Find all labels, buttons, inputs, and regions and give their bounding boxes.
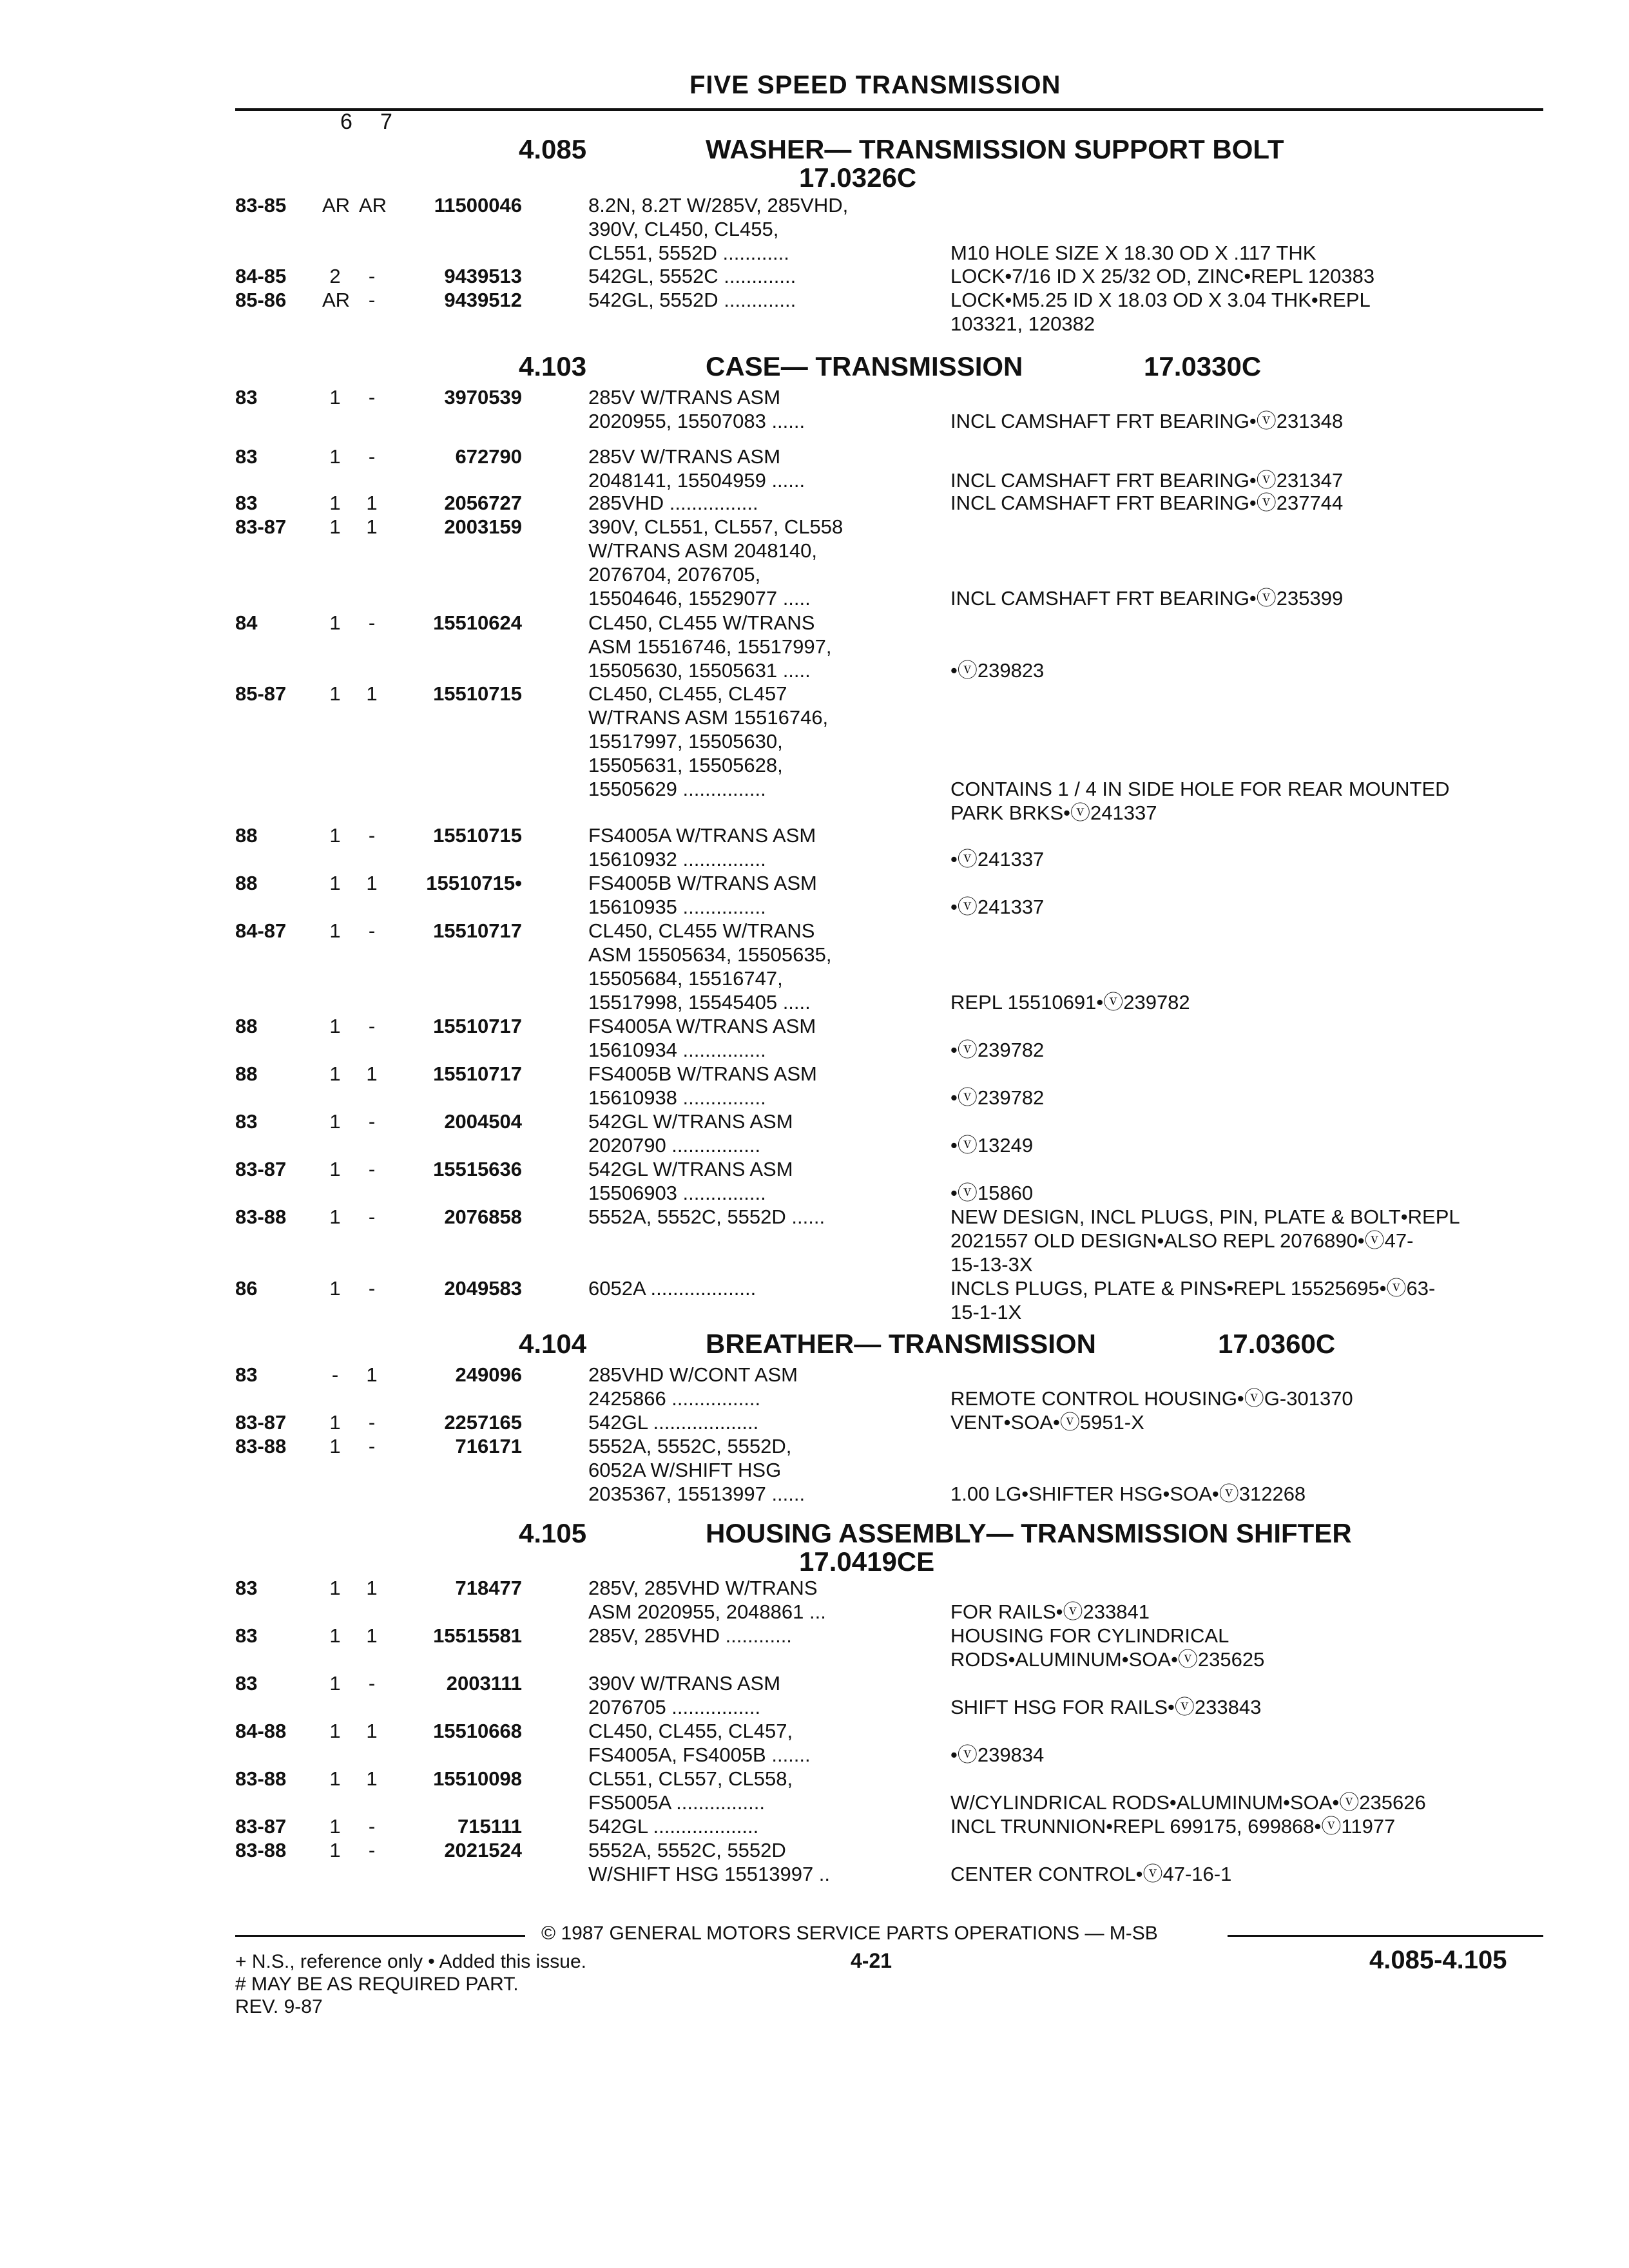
description-line: 15505684, 15516747,: [588, 967, 783, 990]
description-line: W/TRANS ASM 2048140,: [588, 539, 817, 562]
year-range: 83: [235, 492, 258, 514]
year-range: 84-87: [235, 919, 287, 942]
year-range: 83-87: [235, 515, 287, 538]
description-line: 15504646, 15529077 .....: [588, 587, 811, 610]
description-line: 6052A W/SHIFT HSG: [588, 1459, 782, 1481]
part-notes: [950, 1576, 1543, 1624]
year-range: 83-87: [235, 1815, 287, 1838]
description-line: CL450, CL455 W/TRANS: [588, 611, 815, 634]
year-range: 83: [235, 1672, 258, 1695]
part-notes: [950, 515, 1543, 610]
qty-col-7: -: [368, 1815, 376, 1838]
part-number: 15510624: [433, 611, 522, 634]
description-line: 2035367, 15513997 ......: [588, 1483, 805, 1505]
description-line: 15506903 ...............: [588, 1182, 766, 1204]
description-line: FS4005B W/TRANS ASM: [588, 872, 817, 894]
note-line: 103321, 120382: [950, 312, 1095, 335]
part-number: 15510715: [433, 824, 522, 847]
note-line: INCL CAMSHAFT FRT BEARING•ⓥ237744: [950, 492, 1344, 514]
description-line: 15505631, 15505628,: [588, 754, 783, 776]
note-line: [950, 919, 1543, 943]
note-line: INCL CAMSHAFT FRT BEARING•ⓥ235399: [950, 587, 1344, 610]
footer-range: 4.085-4.105: [1369, 1946, 1507, 1974]
section-title: HOUSING ASSEMBLY— TRANSMISSION SHIFTER: [706, 1518, 1352, 1548]
part-notes: [950, 264, 1543, 288]
qty-col-7: -: [368, 1158, 376, 1180]
part-notes: [950, 823, 1543, 871]
footer-revision: REV. 9-87: [235, 1996, 323, 2017]
part-notes: [950, 1719, 1543, 1767]
note-line: •ⓥ13249: [950, 1134, 1034, 1157]
description-line: 15505630, 15505631 .....: [588, 659, 811, 682]
qty-col-6: 1: [329, 1577, 341, 1599]
note-line: [950, 1363, 1543, 1387]
qty-col-6: 1: [329, 872, 341, 894]
qty-col-7: -: [368, 1672, 376, 1695]
description-line: 542GL W/TRANS ASM: [588, 1158, 793, 1180]
description-line: 390V, CL450, CL455,: [588, 218, 779, 240]
description-line: FS4005B W/TRANS ASM: [588, 1062, 817, 1085]
qty-col-7: -: [368, 289, 376, 311]
year-range: 83-88: [235, 1435, 287, 1457]
page-title: FIVE SPEED TRANSMISSION: [689, 71, 1061, 99]
description-line: 285V W/TRANS ASM: [588, 445, 781, 468]
qty-col-7: 1: [366, 872, 378, 894]
description-line: 542GL, 5552C .............: [588, 265, 796, 287]
year-range: 85-87: [235, 682, 287, 705]
year-range: 83: [235, 1577, 258, 1599]
qty-col-7: -: [368, 1277, 376, 1300]
part-number: 716171: [455, 1435, 522, 1457]
qty-col-7: 1: [366, 1062, 378, 1085]
note-line: [950, 1062, 1543, 1086]
part-number: 15515581: [433, 1624, 522, 1647]
qty-col-6: 1: [329, 1435, 341, 1457]
section-number: 4.104: [519, 1329, 587, 1359]
year-range: 83-87: [235, 1411, 287, 1434]
footer-rule-right: [1228, 1935, 1543, 1937]
note-line: [950, 682, 1543, 706]
note-line: CENTER CONTROL•ⓥ47-16-1: [950, 1863, 1232, 1885]
qty-col-7: -: [368, 1411, 376, 1434]
part-number: 2076858: [444, 1206, 522, 1228]
note-line: [950, 753, 1543, 777]
description-line: CL450, CL455, CL457,: [588, 1720, 793, 1742]
note-line: M10 HOLE SIZE X 18.30 OD X .117 THK: [950, 242, 1316, 264]
section-number: 4.105: [519, 1518, 587, 1548]
qty-col-6: 1: [329, 611, 341, 634]
description-line: 542GL W/TRANS ASM: [588, 1110, 793, 1133]
part-notes: [950, 1434, 1543, 1506]
year-range: 83-88: [235, 1206, 287, 1228]
qty-col-6: 1: [329, 1277, 341, 1300]
part-notes: [950, 1363, 1543, 1410]
qty-col-6: 2: [329, 265, 341, 287]
note-line: CONTAINS 1 / 4 IN SIDE HOLE FOR REAR MOUNTED: [950, 778, 1450, 800]
note-line: 1.00 LG•SHIFTER HSG•SOA•ⓥ312268: [950, 1483, 1306, 1505]
part-notes: [950, 1767, 1543, 1814]
year-range: 88: [235, 1062, 258, 1085]
qty-col-7: -: [368, 1110, 376, 1133]
qty-col-6: 1: [329, 1767, 341, 1790]
description-line: 542GL ...................: [588, 1815, 759, 1838]
year-range: 86: [235, 1277, 258, 1300]
part-notes: [950, 611, 1543, 682]
part-number: 2257165: [444, 1411, 522, 1434]
note-line: [950, 515, 1543, 539]
part-number: 2003159: [444, 515, 522, 538]
part-notes: [950, 871, 1543, 919]
part-number: 9439513: [444, 265, 522, 287]
description-line: ASM 2020955, 2048861 ...: [588, 1600, 826, 1623]
part-number: 15510715•: [426, 872, 522, 894]
description-line: 6052A ...................: [588, 1277, 757, 1300]
description-line: CL450, CL455 W/TRANS: [588, 919, 815, 942]
qty-col-7: 1: [366, 682, 378, 705]
year-range: 83-87: [235, 1158, 287, 1180]
part-number: 15510715: [433, 682, 522, 705]
description-line: 15610935 ...............: [588, 896, 766, 918]
footer-copyright: © 1987 GENERAL MOTORS SERVICE PARTS OPERATIONS — M-SB: [541, 1923, 1158, 1944]
year-range: 84-88: [235, 1720, 287, 1742]
qty-col-7: -: [368, 1015, 376, 1037]
description-line: 15610938 ...............: [588, 1086, 766, 1109]
section-code: 17.0419CE: [799, 1546, 935, 1577]
section-header: [235, 134, 1543, 198]
description-line: ASM 15505634, 15505635,: [588, 943, 832, 966]
part-notes: [950, 193, 1543, 265]
note-line: [950, 611, 1543, 635]
note-line: [950, 729, 1543, 753]
note-line: •ⓥ239782: [950, 1086, 1045, 1109]
description-line: CL450, CL455, CL457: [588, 682, 787, 705]
part-number: 15510717: [433, 1062, 522, 1085]
qty-col-6: 1: [329, 1015, 341, 1037]
qty-col-7: 1: [366, 1720, 378, 1742]
part-notes: [950, 385, 1543, 433]
note-line: RODS•ALUMINUM•SOA•ⓥ235625: [950, 1648, 1265, 1671]
note-line: [950, 539, 1543, 562]
qty-col-7: 1: [366, 1767, 378, 1790]
note-line: [950, 871, 1543, 895]
year-range: 83: [235, 1624, 258, 1647]
note-line: 15-1-1X: [950, 1301, 1022, 1323]
part-notes: [950, 1671, 1543, 1719]
description-line: 2048141, 15504959 ......: [588, 469, 805, 492]
note-line: •ⓥ241337: [950, 848, 1045, 870]
qty-col-7: -: [368, 1206, 376, 1228]
footer-page-number: 4-21: [851, 1949, 892, 1972]
note-line: •ⓥ15860: [950, 1182, 1034, 1204]
part-notes: [950, 919, 1543, 1014]
part-number: 718477: [455, 1577, 522, 1599]
note-line: [950, 1767, 1543, 1791]
note-line: FOR RAILS•ⓥ233841: [950, 1600, 1150, 1623]
part-number: 15515636: [433, 1158, 522, 1180]
description-line: FS5005A ................: [588, 1791, 765, 1814]
year-range: 83-88: [235, 1839, 287, 1861]
note-line: [950, 943, 1543, 966]
description-line: FS4005A W/TRANS ASM: [588, 1015, 816, 1037]
qty-col-6: -: [331, 1363, 339, 1386]
qty-col-7: -: [368, 1839, 376, 1861]
description-line: FS4005A W/TRANS ASM: [588, 824, 816, 847]
part-number: 3970539: [444, 386, 522, 408]
description-line: 285V, 285VHD ............: [588, 1624, 792, 1647]
part-number: 672790: [455, 445, 522, 468]
note-line: [950, 966, 1543, 990]
note-line: INCL TRUNNION•REPL 699175, 699868•ⓥ11977: [950, 1815, 1396, 1838]
description-line: 15610934 ...............: [588, 1039, 766, 1061]
part-notes: [950, 682, 1543, 825]
part-number: 2056727: [444, 492, 522, 514]
qty-col-7: -: [368, 265, 376, 287]
qty-col-6: 1: [329, 1624, 341, 1647]
qty-col-6: 1: [329, 1411, 341, 1434]
year-range: 83: [235, 1363, 258, 1386]
qty-col-7: 1: [366, 1363, 378, 1386]
note-line: PARK BRKS•ⓥ241337: [950, 802, 1157, 824]
note-line: •ⓥ239782: [950, 1039, 1045, 1061]
description-line: 15505629 ...............: [588, 778, 766, 800]
qty-col-7: -: [368, 445, 376, 468]
year-range: 84-85: [235, 265, 287, 287]
note-line: [950, 1434, 1543, 1458]
year-range: 88: [235, 824, 258, 847]
note-line: •ⓥ239834: [950, 1744, 1045, 1766]
description-line: W/TRANS ASM 15516746,: [588, 706, 829, 729]
part-notes: [950, 1624, 1543, 1671]
qty-col-7: -: [368, 611, 376, 634]
part-notes: [950, 1110, 1543, 1157]
footer-legend-ns: + N.S., reference only • Added this issue.: [235, 1951, 586, 1972]
part-notes: [950, 491, 1543, 515]
description-line: 390V, CL551, CL557, CL558: [588, 515, 843, 538]
year-range: 84: [235, 611, 258, 634]
qty-col-6: 1: [329, 682, 341, 705]
column-header-7: 7: [380, 110, 392, 134]
year-range: 83: [235, 445, 258, 468]
note-line: HOUSING FOR CYLINDRICAL: [950, 1624, 1229, 1647]
note-line: [950, 1014, 1543, 1038]
qty-col-6: 1: [329, 1062, 341, 1085]
note-line: 15-13-3X: [950, 1253, 1033, 1276]
part-number: 2021524: [444, 1839, 522, 1861]
note-line: [950, 1838, 1543, 1862]
part-number: 9439512: [444, 289, 522, 311]
section-code: 17.0360C: [1218, 1329, 1336, 1359]
note-line: [950, 1576, 1543, 1600]
description-line: CL551, CL557, CL558,: [588, 1767, 793, 1790]
note-line: [950, 562, 1543, 586]
qty-col-6: 1: [329, 1720, 341, 1742]
qty-col-6: 1: [329, 515, 341, 538]
description-line: 542GL, 5552D .............: [588, 289, 796, 311]
qty-col-6: 1: [329, 824, 341, 847]
qty-col-7: -: [368, 919, 376, 942]
description-line: 5552A, 5552C, 5552D: [588, 1839, 786, 1861]
note-line: LOCK•M5.25 ID X 18.03 OD X 3.04 THK•REPL: [950, 289, 1371, 311]
qty-col-6: 1: [329, 492, 341, 514]
section-code: 17.0326C: [799, 162, 917, 193]
description-line: 15517998, 15545405 .....: [588, 991, 811, 1014]
description-line: 2020955, 15507083 ......: [588, 410, 805, 432]
part-number: 15510668: [433, 1720, 522, 1742]
description-line: 15517997, 15505630,: [588, 730, 783, 753]
qty-col-6: 1: [329, 1672, 341, 1695]
part-number: 715111: [457, 1815, 522, 1838]
note-line: [950, 1671, 1543, 1695]
note-line: INCL CAMSHAFT FRT BEARING•ⓥ231348: [950, 410, 1344, 432]
column-header-6: 6: [340, 110, 352, 134]
note-line: REMOTE CONTROL HOUSING•ⓥG-301370: [950, 1387, 1353, 1410]
note-line: [950, 823, 1543, 847]
year-range: 85-86: [235, 289, 287, 311]
note-line: [950, 1458, 1543, 1482]
note-line: [950, 635, 1543, 658]
qty-col-7: -: [368, 824, 376, 847]
qty-col-7: -: [368, 386, 376, 408]
qty-col-6: 1: [329, 1839, 341, 1861]
note-line: SHIFT HSG FOR RAILS•ⓥ233843: [950, 1696, 1262, 1718]
part-notes: [950, 1838, 1543, 1886]
year-range: 88: [235, 872, 258, 894]
note-line: [950, 706, 1543, 729]
qty-col-7: 1: [366, 1577, 378, 1599]
section-header: [235, 1518, 1543, 1582]
description-line: 5552A, 5552C, 5552D,: [588, 1435, 792, 1457]
qty-col-6: 1: [329, 1206, 341, 1228]
footer-legend-ar: # MAY BE AS REQUIRED PART.: [235, 1974, 519, 1995]
part-notes: [950, 288, 1543, 336]
part-notes: [950, 1205, 1543, 1276]
note-line: [950, 385, 1543, 409]
note-line: [950, 1110, 1543, 1133]
section-title: CASE— TRANSMISSION: [706, 351, 1023, 381]
section-title: BREATHER— TRANSMISSION: [706, 1329, 1096, 1359]
note-line: W/CYLINDRICAL RODS•ALUMINUM•SOA•ⓥ235626: [950, 1791, 1426, 1814]
note-line: [950, 445, 1543, 468]
description-line: 285VHD W/CONT ASM: [588, 1363, 798, 1386]
qty-col-6: AR: [322, 289, 351, 311]
part-number: 2004504: [444, 1110, 522, 1133]
year-range: 88: [235, 1015, 258, 1037]
description-line: 2076705 ................: [588, 1696, 761, 1718]
qty-col-6: 1: [329, 445, 341, 468]
footer-rule-left: [235, 1935, 525, 1937]
description-line: CL551, 5552D ............: [588, 242, 789, 264]
description-line: 285V, 285VHD W/TRANS: [588, 1577, 818, 1599]
description-line: 285V W/TRANS ASM: [588, 386, 781, 408]
year-range: 83-88: [235, 1767, 287, 1790]
qty-col-7: AR: [359, 194, 387, 216]
part-notes: [950, 1410, 1543, 1434]
part-number: 2003111: [446, 1672, 522, 1695]
description-line: W/SHIFT HSG 15513997 ..: [588, 1863, 831, 1885]
qty-col-6: AR: [322, 194, 351, 216]
note-line: [950, 1157, 1543, 1181]
note-line: VENT•SOA•ⓥ5951-X: [950, 1411, 1144, 1434]
header-rule: [235, 108, 1543, 111]
note-line: NEW DESIGN, INCL PLUGS, PIN, PLATE & BOLT•REPL: [950, 1206, 1460, 1228]
note-line: [950, 1719, 1543, 1743]
qty-col-7: 1: [366, 492, 378, 514]
qty-col-7: 1: [366, 1624, 378, 1647]
part-notes: [950, 1814, 1543, 1838]
note-line: 2021557 OLD DESIGN•ALSO REPL 2076890•ⓥ47-: [950, 1229, 1414, 1252]
description-line: 8.2N, 8.2T W/285V, 285VHD,: [588, 194, 849, 216]
description-line: 542GL ...................: [588, 1411, 759, 1434]
note-line: •ⓥ239823: [950, 659, 1045, 682]
part-notes: [950, 1014, 1543, 1062]
description-line: 2425866 ................: [588, 1387, 761, 1410]
part-number: 2049583: [444, 1277, 522, 1300]
note-line: LOCK•7/16 ID X 25/32 OD, ZINC•REPL 120383: [950, 265, 1375, 287]
note-line: REPL 15510691•ⓥ239782: [950, 991, 1190, 1014]
note-line: [950, 193, 1543, 217]
qty-col-6: 1: [329, 919, 341, 942]
description-line: FS4005A, FS4005B .......: [588, 1744, 811, 1766]
description-line: 285VHD ................: [588, 492, 758, 514]
year-range: 83: [235, 386, 258, 408]
qty-col-6: 1: [329, 1110, 341, 1133]
description-line: ASM 15516746, 15517997,: [588, 635, 832, 658]
description-line: 5552A, 5552C, 5552D ......: [588, 1206, 825, 1228]
qty-col-7: 1: [366, 515, 378, 538]
year-range: 83: [235, 1110, 258, 1133]
qty-col-6: 1: [329, 1158, 341, 1180]
part-number: 15510098: [433, 1767, 522, 1790]
note-line: [950, 217, 1543, 241]
description-line: 15610932 ...............: [588, 848, 766, 870]
section-number: 4.085: [519, 134, 587, 164]
qty-col-6: 1: [329, 386, 341, 408]
part-notes: [950, 1062, 1543, 1110]
qty-col-7: -: [368, 1435, 376, 1457]
part-notes: [950, 1276, 1543, 1324]
section-title: WASHER— TRANSMISSION SUPPORT BOLT: [706, 134, 1284, 164]
description-line: 390V W/TRANS ASM: [588, 1672, 781, 1695]
part-number: 15510717: [433, 919, 522, 942]
note-line: INCLS PLUGS, PLATE & PINS•REPL 15525695•ⓥ63-: [950, 1277, 1436, 1300]
part-number: 249096: [455, 1363, 522, 1386]
part-notes: [950, 1157, 1543, 1205]
description-line: 2076704, 2076705,: [588, 563, 761, 586]
part-notes: [950, 445, 1543, 492]
note-line: •ⓥ241337: [950, 896, 1045, 918]
part-number: 15510717: [433, 1015, 522, 1037]
section-code: 17.0330C: [1144, 351, 1262, 381]
section-number: 4.103: [519, 351, 587, 381]
qty-col-6: 1: [329, 1815, 341, 1838]
description-line: 2020790 ................: [588, 1134, 761, 1157]
part-number: 11500046: [434, 194, 522, 216]
note-line: INCL CAMSHAFT FRT BEARING•ⓥ231347: [950, 469, 1344, 492]
year-range: 83-85: [235, 194, 287, 216]
